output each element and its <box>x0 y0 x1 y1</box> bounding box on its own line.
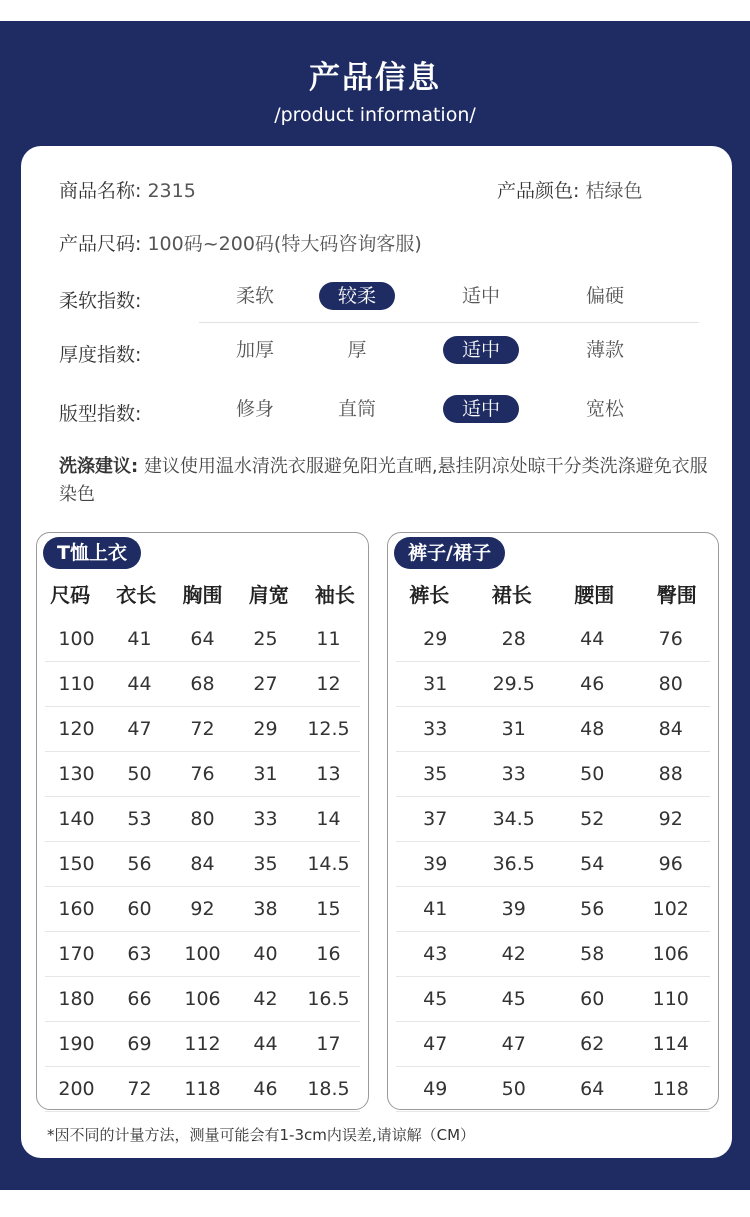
table-cell: 120 <box>58 718 95 740</box>
table-row <box>45 887 360 932</box>
table-cell: 72 <box>190 718 215 740</box>
table-row <box>396 752 710 797</box>
rating-option-selected: 适中 <box>443 336 519 364</box>
table-cell: 80 <box>190 808 215 830</box>
table-cell: 40 <box>253 943 278 965</box>
table-row <box>45 1022 360 1067</box>
table-cell: 41 <box>127 628 152 650</box>
table-row <box>396 797 710 842</box>
product-size-label: 产品尺码: <box>59 233 142 255</box>
table-cell: 14.5 <box>307 853 350 875</box>
table-cell: 54 <box>580 853 605 875</box>
pants-size-table <box>387 532 719 1110</box>
table-cell: 100 <box>58 628 95 650</box>
table-cell: 47 <box>501 1033 526 1055</box>
column-header: 臀围 <box>656 583 697 607</box>
table-cell: 100 <box>184 943 221 965</box>
table-cell: 92 <box>190 898 215 920</box>
table-cell: 190 <box>58 1033 95 1055</box>
table-cell: 38 <box>253 898 278 920</box>
table-cell: 25 <box>253 628 278 650</box>
column-header: 腰围 <box>574 583 615 607</box>
table-cell: 69 <box>127 1033 152 1055</box>
table-cell: 33 <box>253 808 278 830</box>
table-cell: 33 <box>501 763 526 785</box>
column-header: 裙长 <box>491 583 532 607</box>
info-card <box>21 146 732 1158</box>
table-row <box>45 752 360 797</box>
table-cell: 31 <box>423 673 448 695</box>
table-cell: 114 <box>652 1033 689 1055</box>
table-cell: 46 <box>253 1078 278 1100</box>
table-cell: 180 <box>58 988 95 1010</box>
column-header: 衣长 <box>116 583 157 607</box>
table-row <box>45 707 360 752</box>
table-cell: 44 <box>127 673 152 695</box>
table-cell: 160 <box>58 898 95 920</box>
table-cell: 150 <box>58 853 95 875</box>
table-cell: 29.5 <box>492 673 535 695</box>
rating-option: 加厚 <box>235 339 274 361</box>
rating-label: 柔软指数: <box>59 290 142 312</box>
product-name-value: 2315 <box>147 180 196 202</box>
table-cell: 16.5 <box>307 988 350 1010</box>
table-cell: 58 <box>580 943 605 965</box>
table-row <box>45 842 360 887</box>
table-cell: 47 <box>127 718 152 740</box>
table-row <box>396 842 710 887</box>
table-cell: 60 <box>127 898 152 920</box>
product-name <box>59 176 196 203</box>
page-subtitle: /product information/ <box>274 104 476 126</box>
table-cell: 13 <box>316 763 341 785</box>
table-cell: 84 <box>658 718 683 740</box>
table-cell: 39 <box>423 853 448 875</box>
product-name-label: 商品名称: <box>59 180 142 202</box>
table-cell: 102 <box>652 898 689 920</box>
table-cell: 14 <box>316 808 341 830</box>
table-cell: 110 <box>58 673 95 695</box>
table-cell: 33 <box>423 718 448 740</box>
tshirt-size-table <box>36 532 369 1110</box>
table-cell: 37 <box>423 808 448 830</box>
table-cell: 28 <box>501 628 526 650</box>
table-cell: 44 <box>253 1033 278 1055</box>
table-cell: 106 <box>184 988 221 1010</box>
table-cell: 64 <box>190 628 215 650</box>
table-cell: 11 <box>316 628 341 650</box>
page-title: 产品信息 <box>309 60 441 96</box>
table-cell: 12.5 <box>307 718 350 740</box>
table-cell: 200 <box>58 1078 95 1100</box>
table-cell: 76 <box>658 628 683 650</box>
table-cell: 27 <box>253 673 278 695</box>
table-cell: 43 <box>423 943 448 965</box>
pants-table-body <box>388 573 718 1112</box>
column-header: 胸围 <box>182 583 223 607</box>
table-cell: 62 <box>580 1033 605 1055</box>
table-cell: 72 <box>127 1078 152 1100</box>
table-cell: 44 <box>580 628 605 650</box>
table-row <box>45 932 360 977</box>
column-header: 肩宽 <box>248 583 289 607</box>
table-row <box>396 977 710 1022</box>
table-cell: 118 <box>652 1078 689 1100</box>
table-cell: 112 <box>184 1033 221 1055</box>
table-cell: 12 <box>316 673 341 695</box>
table-cell: 118 <box>184 1078 221 1100</box>
table-row <box>45 617 360 662</box>
table-cell: 50 <box>501 1078 526 1100</box>
rating-option-selected: 较柔 <box>319 282 395 310</box>
column-header: 袖长 <box>314 583 355 607</box>
table-cell: 60 <box>580 988 605 1010</box>
table-cell: 110 <box>652 988 689 1010</box>
rating-row <box>21 282 732 318</box>
table-cell: 68 <box>190 673 215 695</box>
rating-option: 宽松 <box>585 398 624 420</box>
table-row <box>396 887 710 932</box>
rating-row <box>21 336 732 372</box>
table-row <box>396 932 710 977</box>
table-cell: 31 <box>501 718 526 740</box>
table-cell: 16 <box>316 943 341 965</box>
table-cell: 64 <box>580 1078 605 1100</box>
table-cell: 140 <box>58 808 95 830</box>
table-row <box>396 617 710 662</box>
rating-option: 厚 <box>347 339 367 361</box>
rating-option: 适中 <box>461 285 500 307</box>
rating-option-selected: 适中 <box>443 395 519 423</box>
table-cell: 92 <box>658 808 683 830</box>
rating-option: 修身 <box>235 398 274 420</box>
table-cell: 46 <box>580 673 605 695</box>
table-header <box>388 573 718 617</box>
product-size-value: 100码~200码(特大码咨询客服) <box>147 233 422 255</box>
tshirt-tag: T恤上衣 <box>43 537 141 569</box>
table-row <box>396 662 710 707</box>
table-cell: 80 <box>658 673 683 695</box>
wash-label: 洗涤建议: <box>59 456 139 477</box>
table-cell: 56 <box>580 898 605 920</box>
divider <box>199 322 699 323</box>
table-cell: 42 <box>253 988 278 1010</box>
table-cell: 66 <box>127 988 152 1010</box>
table-cell: 31 <box>253 763 278 785</box>
rating-option: 薄款 <box>585 339 624 361</box>
rating-row <box>21 395 732 431</box>
table-cell: 96 <box>658 853 683 875</box>
table-cell: 170 <box>58 943 95 965</box>
product-size <box>59 229 422 256</box>
rating-option: 偏硬 <box>585 285 624 307</box>
table-cell: 56 <box>127 853 152 875</box>
table-row <box>45 797 360 842</box>
table-row <box>396 1067 710 1112</box>
product-color-value: 桔绿色 <box>585 180 643 202</box>
table-cell: 18.5 <box>307 1078 350 1100</box>
table-row <box>396 707 710 752</box>
table-cell: 35 <box>253 853 278 875</box>
product-color <box>497 176 642 203</box>
table-cell: 130 <box>58 763 95 785</box>
table-cell: 35 <box>423 763 448 785</box>
rating-option: 直筒 <box>337 398 376 420</box>
product-color-label: 产品颜色: <box>497 180 580 202</box>
table-row <box>45 977 360 1022</box>
table-row <box>45 662 360 707</box>
table-cell: 45 <box>423 988 448 1010</box>
table-cell: 36.5 <box>492 853 535 875</box>
table-cell: 48 <box>580 718 605 740</box>
table-cell: 42 <box>501 943 526 965</box>
table-row <box>396 1022 710 1067</box>
table-cell: 52 <box>580 808 605 830</box>
rating-label: 版型指数: <box>59 403 142 425</box>
table-cell: 76 <box>190 763 215 785</box>
table-cell: 84 <box>190 853 215 875</box>
table-cell: 49 <box>423 1078 448 1100</box>
measurement-note: *因不同的计量方法，测量可能会有1-3cm内误差,请谅解（CM） <box>47 1126 476 1144</box>
table-cell: 29 <box>253 718 278 740</box>
table-cell: 63 <box>127 943 152 965</box>
rating-option: 柔软 <box>235 285 274 307</box>
rating-label: 厚度指数: <box>59 344 142 366</box>
table-cell: 34.5 <box>492 808 535 830</box>
column-header: 裤长 <box>409 583 450 607</box>
table-cell: 15 <box>316 898 341 920</box>
table-cell: 50 <box>127 763 152 785</box>
table-header <box>37 573 368 617</box>
table-cell: 88 <box>658 763 683 785</box>
pants-tag: 裤子/裙子 <box>394 537 505 569</box>
table-cell: 47 <box>423 1033 448 1055</box>
table-cell: 39 <box>501 898 526 920</box>
table-cell: 41 <box>423 898 448 920</box>
table-cell: 45 <box>501 988 526 1010</box>
table-row <box>45 1067 360 1112</box>
wash-text: 建议使用温水清洗衣服避免阳光直晒,悬挂阴凉处晾干分类洗涤避免衣服染色 <box>59 456 708 505</box>
table-cell: 106 <box>652 943 689 965</box>
wash-advice <box>59 453 709 509</box>
column-header: 尺码 <box>50 583 91 607</box>
tshirt-table-body <box>37 573 368 1112</box>
table-cell: 29 <box>423 628 448 650</box>
table-cell: 50 <box>580 763 605 785</box>
table-cell: 17 <box>316 1033 341 1055</box>
table-cell: 53 <box>127 808 152 830</box>
